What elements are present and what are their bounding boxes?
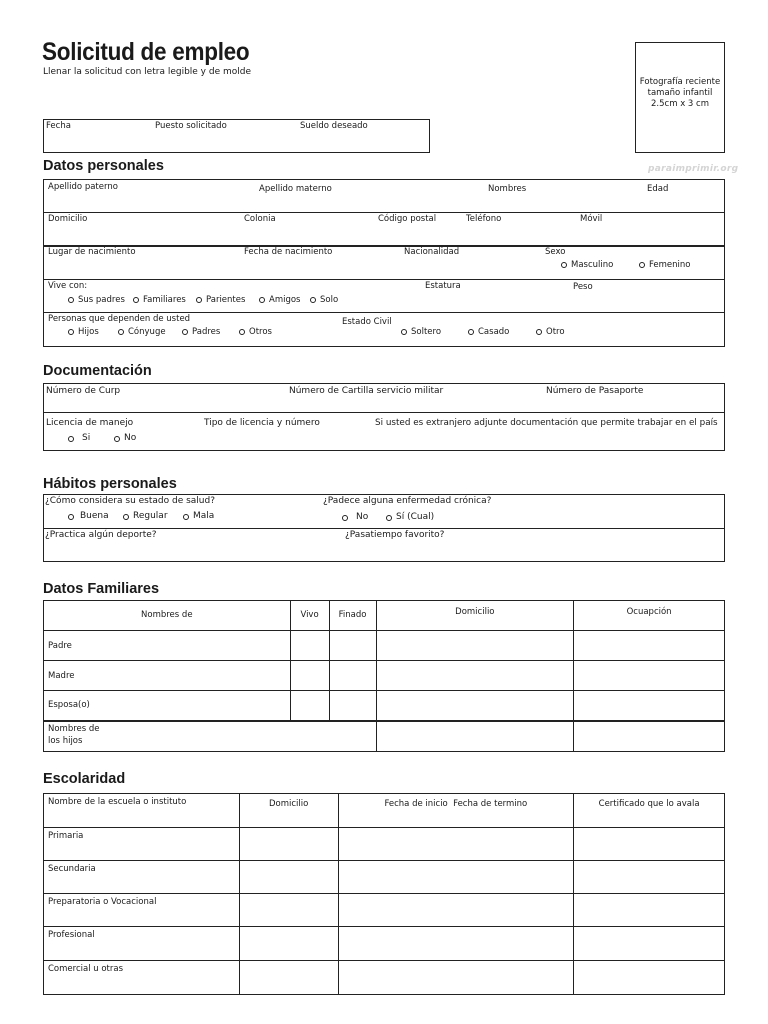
photo-box[interactable]	[635, 42, 725, 153]
edad-label: Edad	[647, 184, 669, 194]
divider	[43, 412, 725, 413]
cell-input[interactable]	[329, 631, 376, 661]
cell-input[interactable]	[338, 861, 574, 894]
salud-option-regular[interactable]: Regular	[123, 512, 168, 521]
cell-input[interactable]	[239, 927, 338, 961]
habitos-heading: Hábitos personales	[43, 476, 177, 492]
vive-con-option-familiares[interactable]: Familiares	[133, 296, 186, 305]
codigo-postal-label: Código postal	[378, 214, 437, 224]
fecha-nacimiento-label: Fecha de nacimiento	[244, 247, 333, 257]
fecha-label: Fecha	[46, 121, 71, 131]
dependientes-option-hijos[interactable]: Hijos	[68, 328, 99, 337]
estado-civil-option-soltero[interactable]: Soltero	[401, 328, 441, 337]
cell-input[interactable]	[574, 828, 725, 861]
dependientes-option-padres[interactable]: Padres	[182, 328, 220, 337]
col-domicilio: Domicilio	[239, 794, 338, 828]
cell-input[interactable]	[338, 927, 574, 961]
vive-con-option-amigos[interactable]: Amigos	[259, 296, 300, 305]
divider	[43, 279, 725, 280]
cell-input[interactable]	[574, 661, 725, 691]
cell-input[interactable]	[338, 961, 574, 995]
dependientes-option-conyuge[interactable]: Cónyuge	[118, 328, 166, 337]
nacionalidad-label: Nacionalidad	[404, 247, 460, 257]
radio-icon	[182, 329, 188, 335]
divider	[43, 245, 725, 247]
salud-option-mala[interactable]: Mala	[183, 512, 214, 521]
col-domicilio: Domicilio	[376, 601, 574, 631]
photo-line-1: Fotografía reciente	[639, 77, 721, 87]
col-nombres: Nombres de	[44, 601, 291, 631]
table-row	[44, 861, 725, 894]
row-label: Comercial u otras	[44, 961, 240, 995]
col-certificado: Certificado que lo avala	[574, 794, 725, 828]
sueldo-label: Sueldo deseado	[300, 121, 368, 131]
deporte-label: ¿Practica algún deporte?	[45, 530, 157, 540]
divider	[43, 212, 725, 213]
datos-personales-heading: Datos personales	[43, 158, 164, 174]
radio-icon	[468, 329, 474, 335]
sexo-option-masculino[interactable]: Masculino	[561, 261, 613, 270]
radio-icon	[536, 329, 542, 335]
vive-con-option-solo[interactable]: Solo	[310, 296, 338, 305]
cell-input[interactable]	[329, 661, 376, 691]
documentacion-heading: Documentación	[43, 363, 152, 379]
nombres-label: Nombres	[488, 184, 527, 194]
row-label: Esposa(o)	[44, 691, 291, 721]
cell-input[interactable]	[574, 721, 725, 752]
cronica-option-si[interactable]: Sí (Cual)	[386, 513, 434, 522]
divider	[43, 528, 725, 529]
table-row	[44, 631, 725, 661]
cronica-option-no[interactable]: No	[342, 513, 368, 522]
hijos-label: Nombres de los hijos	[44, 721, 377, 752]
licencia-option-si[interactable]: Si	[68, 434, 90, 443]
estado-civil-option-otro[interactable]: Otro	[536, 328, 565, 337]
radio-icon	[133, 297, 139, 303]
radio-icon	[401, 329, 407, 335]
radio-icon	[68, 297, 74, 303]
cell-input[interactable]	[239, 961, 338, 995]
pasatiempo-label: ¿Pasatiempo favorito?	[345, 530, 445, 540]
cartilla-label: Número de Cartilla servicio militar	[289, 386, 444, 396]
page-title: Solicitud de empleo	[42, 38, 250, 66]
col-ocupacion: Ocuapción	[574, 601, 725, 631]
col-vivo: Vivo	[290, 601, 329, 631]
radio-icon	[310, 297, 316, 303]
cell-input[interactable]	[574, 861, 725, 894]
extranjero-label: Si usted es extranjero adjunte documentación que permite trabajar en el país	[375, 418, 718, 428]
table-header-row	[44, 794, 725, 828]
estado-civil-label: Estado Civil	[342, 317, 392, 327]
vive-con-option-parientes[interactable]: Parientes	[196, 296, 245, 305]
tipo-licencia-label: Tipo de licencia y número	[204, 418, 320, 428]
vive-con-label: Vive con:	[48, 281, 88, 291]
cell-input[interactable]	[338, 894, 574, 927]
puesto-label: Puesto solicitado	[155, 121, 227, 131]
cell-input[interactable]	[239, 861, 338, 894]
vive-con-option-padres[interactable]: Sus padres	[68, 296, 125, 305]
radio-icon	[68, 514, 74, 520]
photo-line-2: tamaño infantil	[647, 88, 713, 99]
escolaridad-heading: Escolaridad	[43, 771, 126, 787]
dependientes-label: Personas que dependen de usted	[48, 314, 191, 324]
cell-input[interactable]	[574, 631, 725, 661]
cell-input[interactable]	[376, 631, 574, 661]
cell-input[interactable]	[376, 691, 574, 721]
divider	[43, 312, 725, 313]
radio-icon	[386, 515, 392, 521]
table-row	[44, 721, 725, 752]
radio-icon	[183, 514, 189, 520]
row-label: Secundaria	[44, 861, 240, 894]
domicilio-label: Domicilio	[48, 214, 88, 224]
radio-icon	[68, 436, 74, 442]
radio-icon	[114, 436, 120, 442]
cell-input[interactable]	[329, 691, 376, 721]
row-label: Profesional	[44, 927, 240, 961]
radio-icon	[196, 297, 202, 303]
row-label: Preparatoria o Vocacional	[44, 894, 240, 927]
apellido-materno-label: Apellido materno	[259, 184, 332, 194]
radio-icon	[561, 262, 567, 268]
top-fields-box[interactable]	[43, 119, 430, 153]
table-row	[44, 661, 725, 691]
radio-icon	[639, 262, 645, 268]
escolaridad-table	[43, 793, 725, 995]
peso-label: Peso	[573, 282, 593, 292]
curp-label: Número de Curp	[46, 386, 121, 396]
radio-icon	[118, 329, 124, 335]
radio-icon	[259, 297, 265, 303]
radio-icon	[342, 515, 348, 521]
cell-input[interactable]	[290, 631, 329, 661]
familiares-heading: Datos Familiares	[43, 581, 160, 597]
licencia-label: Licencia de manejo	[46, 418, 134, 428]
cell-input[interactable]	[574, 927, 725, 961]
table-row	[44, 691, 725, 721]
photo-line-3: 2.5cm x 3 cm	[651, 99, 709, 110]
col-finado: Finado	[329, 601, 376, 631]
estado-civil-option-casado[interactable]: Casado	[468, 328, 509, 337]
watermark: paraimprimir.org	[648, 164, 739, 174]
apellido-paterno-label: Apellido paterno	[48, 182, 118, 192]
dependientes-option-otros[interactable]: Otros	[239, 328, 272, 337]
table-row	[44, 927, 725, 961]
radio-icon	[239, 329, 245, 335]
col-fechas: Fecha de inicio Fecha de termino	[338, 794, 574, 828]
salud-option-buena[interactable]: Buena	[68, 512, 109, 521]
table-row	[44, 828, 725, 861]
colonia-label: Colonia	[244, 214, 276, 224]
table-header-row	[44, 601, 725, 631]
cell-input[interactable]	[376, 721, 574, 752]
radio-icon	[68, 329, 74, 335]
row-label: Padre	[44, 631, 291, 661]
cronica-label: ¿Padece alguna enfermedad crónica?	[323, 496, 492, 506]
table-row	[44, 894, 725, 927]
licencia-option-no[interactable]: No	[114, 434, 136, 443]
cell-input[interactable]	[239, 894, 338, 927]
row-label: Madre	[44, 661, 291, 691]
cell-input[interactable]	[376, 661, 574, 691]
telefono-label: Teléfono	[466, 214, 502, 224]
movil-label: Móvil	[580, 214, 603, 224]
estatura-label: Estatura	[425, 281, 461, 291]
cell-input[interactable]	[290, 661, 329, 691]
familiares-table	[43, 600, 725, 752]
cell-input[interactable]	[574, 691, 725, 721]
radio-icon	[123, 514, 129, 520]
cell-input[interactable]	[239, 828, 338, 861]
cell-input[interactable]	[574, 894, 725, 927]
table-row	[44, 961, 725, 995]
lugar-nacimiento-label: Lugar de nacimiento	[48, 247, 136, 257]
cell-input[interactable]	[574, 961, 725, 995]
cell-input[interactable]	[338, 828, 574, 861]
pasaporte-label: Número de Pasaporte	[546, 386, 644, 396]
col-escuela: Nombre de la escuela o instituto	[44, 794, 240, 828]
sexo-option-femenino[interactable]: Femenino	[639, 261, 691, 270]
row-label: Primaria	[44, 828, 240, 861]
cell-input[interactable]	[290, 691, 329, 721]
sexo-label: Sexo	[545, 247, 566, 257]
page-subtitle: Llenar la solicitud con letra legible y de molde	[43, 67, 252, 77]
salud-label: ¿Cómo considera su estado de salud?	[45, 496, 215, 506]
